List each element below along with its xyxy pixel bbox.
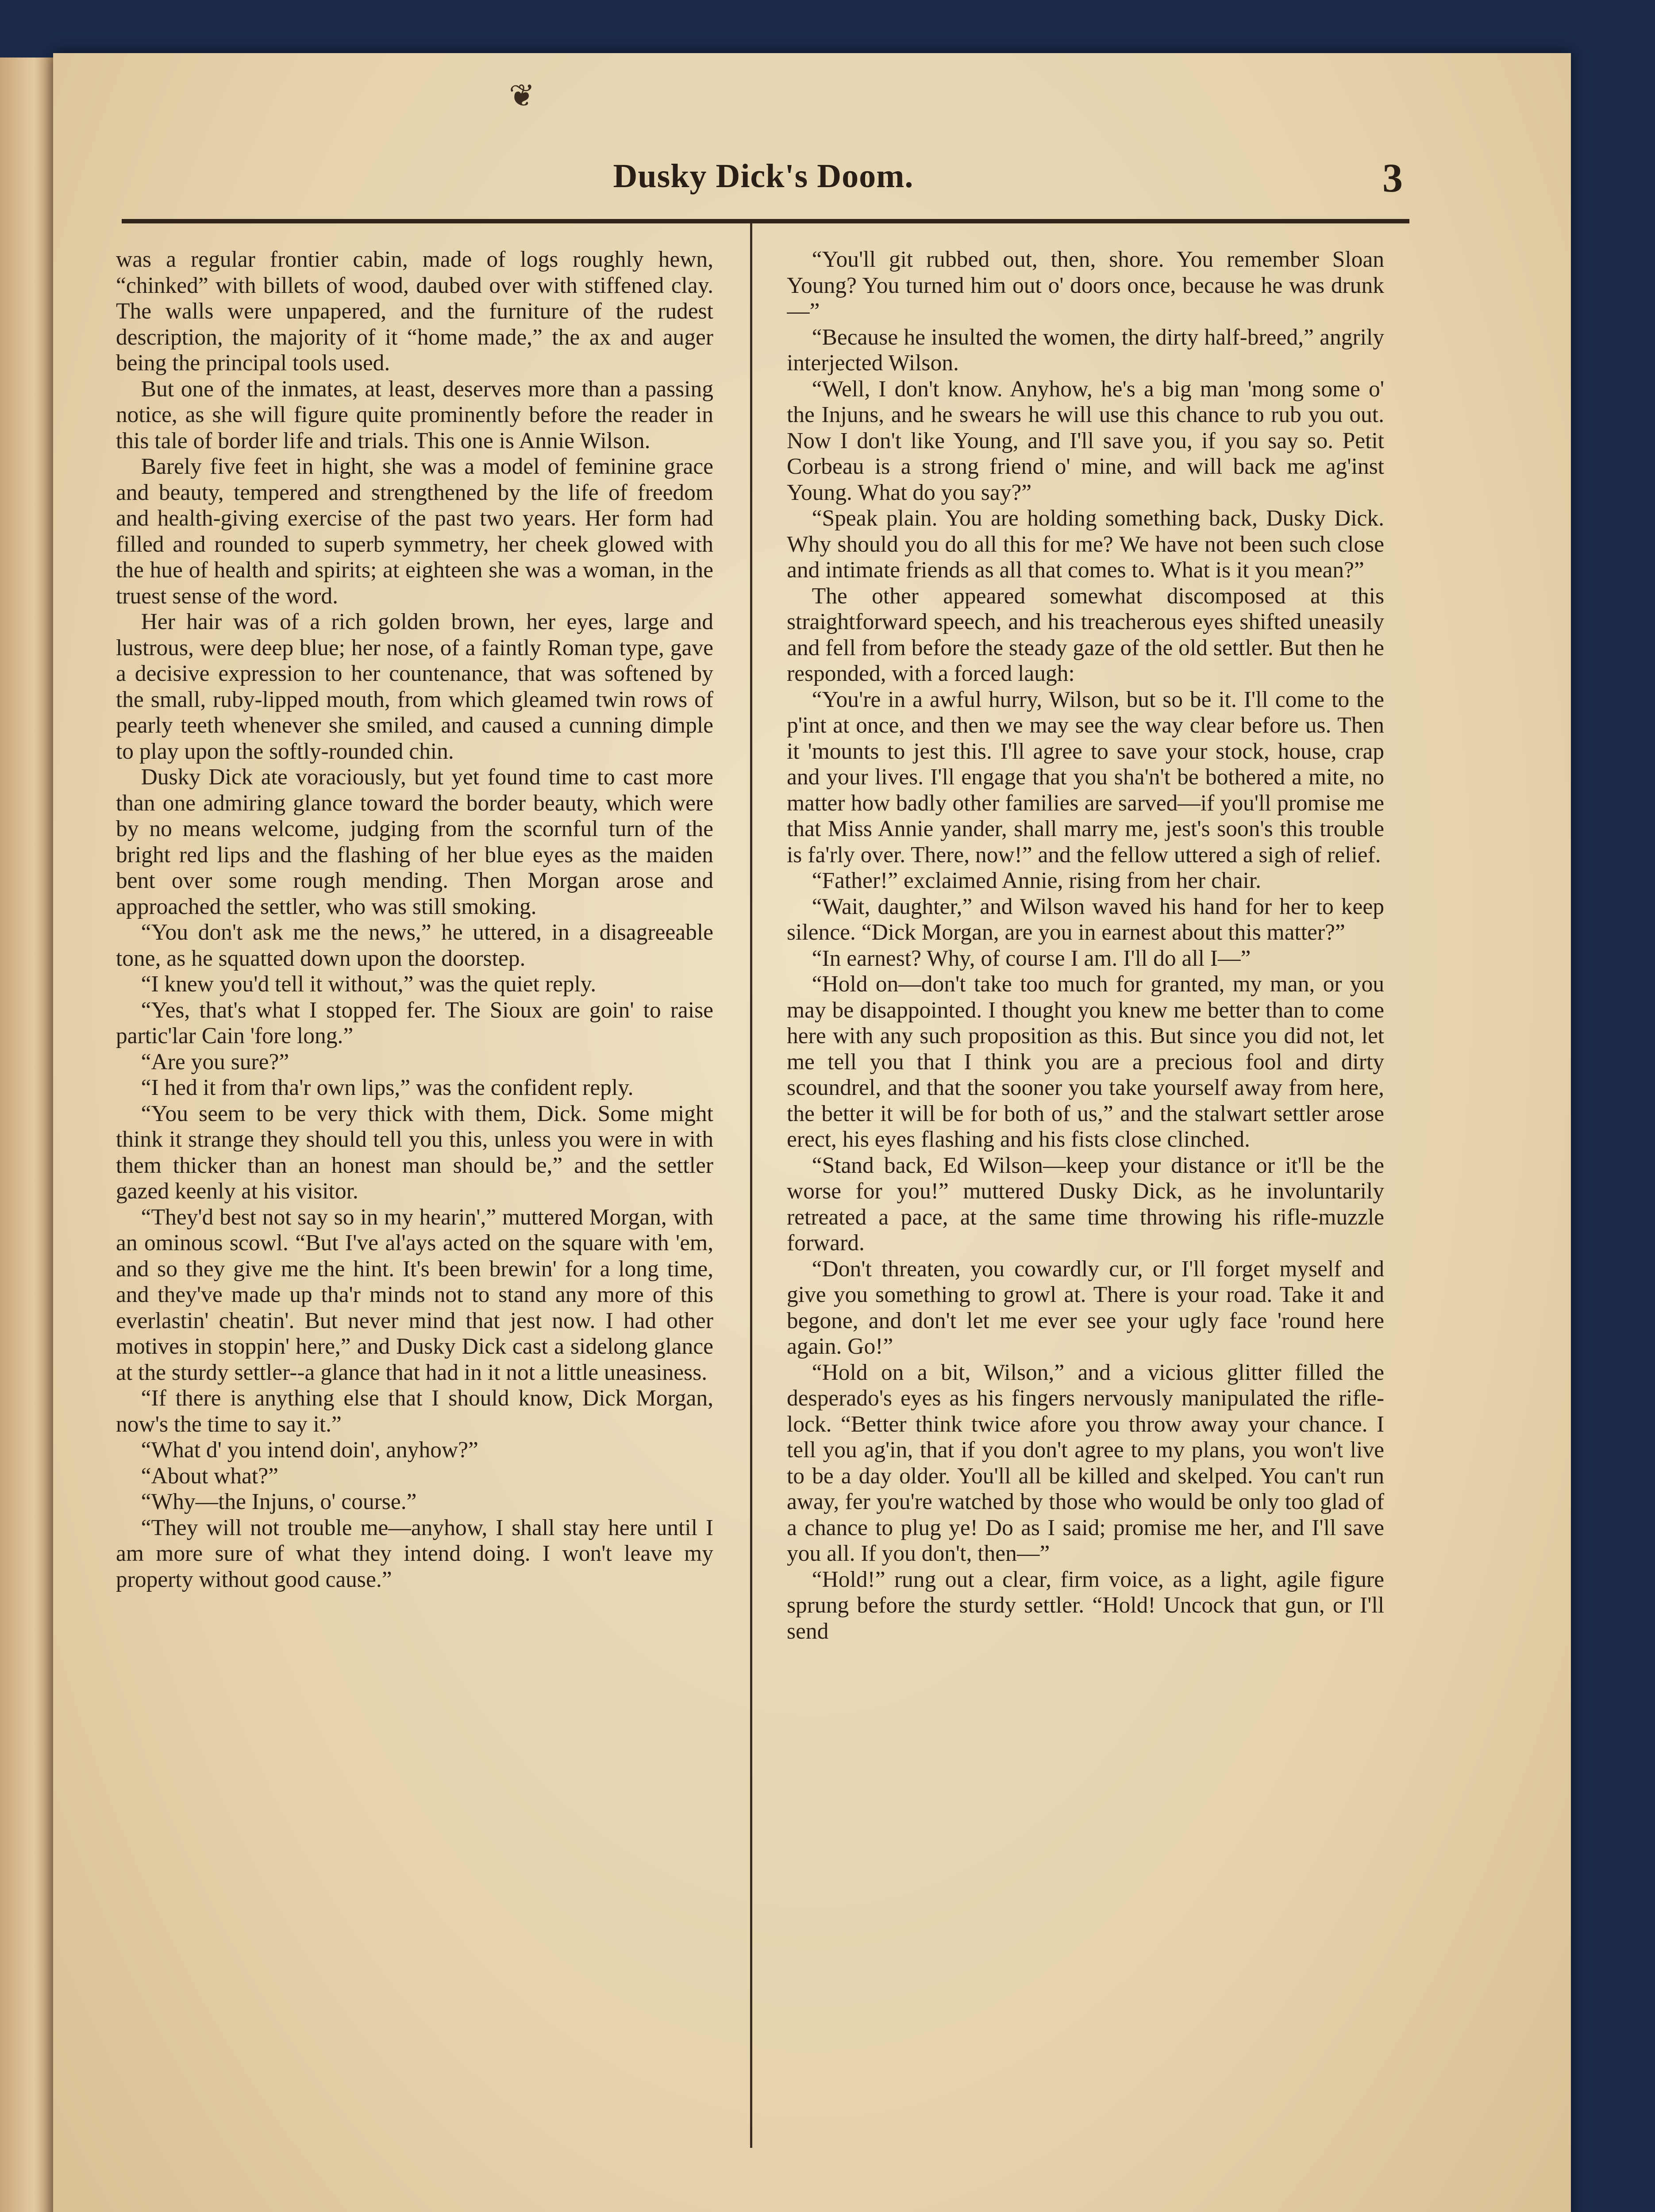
column-divider [750, 223, 752, 2148]
paragraph: “I hed it from tha'r own lips,” was the confident reply. [141, 1075, 634, 1100]
paragraph: Dusky Dick ate voraciously, but yet found time to cast more than one admiring glance toward the border beauty, which were by no means welcome, judging from the scornful turn of the bright red lips and the flashing of her blue eyes as the maiden bent over some rough mending. Then Morgan arose and approached the settler, who was still smoking. [116, 764, 713, 919]
paragraph: “You're in a awful hurry, Wilson, but so be it. I'll come to the p'int at once, and then we may see the way clear before us. Then it 'mounts to jest this. I'll agree to save your stock, house, crap and your lives. I'll engage that you sha'n't be bothered a mite, no matter how badly other families are sarved—if you'll promise me that Miss Annie yander, shall marry me, jest's soon's this trouble is fa'rly over. There, now!” and the fellow uttered a sigh of relief. [787, 687, 1384, 868]
paragraph: “Speak plain. You are holding something back, Dusky Dick. Why should you do all this for me? We have not been such close and intimate friends as all that comes to. What is it you mean?” [787, 506, 1384, 583]
text-column-right [787, 247, 1384, 2162]
paragraph: “Hold!” rung out a clear, firm voice, as a light, agile figure sprung before the sturdy settler. “Hold! Uncock that gun, or I'll send [787, 1567, 1384, 1644]
paragraph: “Father!” exclaimed Annie, rising from her chair. [812, 868, 1261, 893]
facing-page-edge [0, 58, 57, 2212]
paragraph: But one of the inmates, at least, deserves more than a passing notice, as she will figure quite prominently before the reader in this tale of border life and trials. This one is Annie Wilson. [116, 376, 713, 453]
paragraph: “You seem to be very thick with them, Dick. Some might think it strange they should tell you this, unless you were in with them thicker than an honest man should be,” and the settler gazed keenly at his visitor. [116, 1101, 713, 1204]
text-column-left [116, 247, 713, 2162]
paragraph: was a regular frontier cabin, made of logs roughly hewn, “chinked” with billets of wood, daubed over with stiffened clay. The walls were unpapered, and the furniture of the rudest description, the majority of it “home made,” the ax and auger being the principal tools used. [116, 247, 713, 376]
paragraph: “What d' you intend doin', anyhow?” [141, 1437, 478, 1463]
paragraph: “Hold on—don't take too much for granted, my man, or you may be disappointed. I thought you knew me better than to come here with any such proposition as this. But since you did not, let me tell you that I think you are a precious fool and dirty scoundrel, and that the sooner you take yourself away from here, the better it will be for both of us,” and the stalwart settler arose erect, his eyes flashing and his fists close clinched. [787, 972, 1384, 1152]
paragraph: “Wait, daughter,” and Wilson waved his hand for her to keep silence. “Dick Morgan, are you in earnest about this matter?” [787, 894, 1384, 945]
paragraph: “Hold on a bit, Wilson,” and a vicious glitter filled the desperado's eyes as his fingers nervously manipulated the rifle-lock. “Better think twice afore you throw away your chance. I tell you ag'in, that if you don't agree to my plans, you won't live to be a day older. You'll all be killed and skelped. You can't run away, fer you're watched by those who would be only too glad of a chance to plug ye! Do as I said; promise me her, and I'll save you all. If you don't, then—” [787, 1359, 1384, 1566]
paragraph: “I knew you'd tell it without,” was the quiet reply. [141, 972, 597, 997]
paragraph: “If there is anything else that I should know, Dick Morgan, now's the time to say it.” [116, 1386, 713, 1437]
page-number: 3 [1382, 155, 1403, 200]
paragraph: “Are you sure?” [141, 1049, 289, 1075]
paragraph: “Don't threaten, you cowardly cur, or I'll forget myself and give you something to growl at. There is your road. Take it and begone, and don't let me ever see your ugly face 'round here again. Go!” [787, 1256, 1384, 1359]
page-header [124, 157, 1403, 206]
paragraph: “Yes, that's what I stopped fer. The Sioux are goin' to raise partic'lar Cain 'fore long.” [116, 997, 713, 1048]
paragraph: Barely five feet in hight, she was a model of feminine grace and beauty, tempered and strengthened by the life of freedom and health-giving exercise of the past two years. Her form had filled and rounded to superb symmetry, her cheek glowed with the hue of health and spirits; at eighteen she was a woman, in the truest sense of the word. [116, 454, 713, 609]
paragraph: The other appeared somewhat discomposed at this straightforward speech, and his treacherous eyes shifted uneasily and fell from before the steady gaze of the old settler. But then he responded, with a forced laugh: [787, 583, 1384, 686]
paragraph: “Why—the Injuns, o' course.” [141, 1489, 417, 1514]
paragraph: “They will not trouble me—anyhow, I shall stay here until I am more sure of what they intend doing. I won't leave my property without good cause.” [116, 1515, 713, 1592]
paragraph: “They'd best not say so in my hearin',” muttered Morgan, with an ominous scowl. “But I've al'ays acted on the square with 'em, and so they give me the hint. It's been brewin' for a long time, and they've made up tha'r minds not to stand any more of this everlastin' cheatin'. But never mind that jest now. I had other motives in stoppin' here,” and Dusky Dick cast a sidelong glance at the sturdy settler--a glance that had in it not a little uneasiness. [116, 1204, 713, 1385]
paragraph: “In earnest? Why, of course I am. I'll do all I—” [812, 945, 1251, 971]
paragraph: “You don't ask me the news,” he uttered, in a disagreeable tone, as he squatted down upon the doorstep. [116, 920, 713, 971]
paragraph: “About what?” [141, 1463, 278, 1489]
paragraph: “Well, I don't know. Anyhow, he's a big man 'mong some o' the Injuns, and he swears he will use this chance to rub you out. Now I don't like Young, and I'll save you, if you say so. Petit Corbeau is a strong friend o' mine, and will back me ag'inst Young. What do you say?” [787, 376, 1384, 505]
paragraph: “You'll git rubbed out, then, shore. You remember Sloan Young? You turned him out o' doors once, because he was drunk—” [787, 247, 1384, 324]
running-title: Dusky Dick's Doom. [613, 157, 914, 195]
paragraph: Her hair was of a rich golden brown, her eyes, large and lustrous, were deep blue; her nose, of a faintly Roman type, gave a decisive expression to her countenance, that was softened by the small, ruby-lipped mouth, from which gleamed twin rows of pearly teeth whenever she smiled, and caused a cunning dimple to play upon the softly-rounded chin. [116, 609, 713, 764]
page-ornament: ❦ [509, 77, 535, 114]
paragraph: “Stand back, Ed Wilson—keep your distance or it'll be the worse for you!” muttered Dusky Dick, as he involuntarily retreated a pace, at the same time throwing his rifle-muzzle forward. [787, 1152, 1384, 1256]
paragraph: “Because he insulted the women, the dirty half-breed,” angrily interjected Wilson. [787, 324, 1384, 376]
header-rule [122, 219, 1409, 223]
